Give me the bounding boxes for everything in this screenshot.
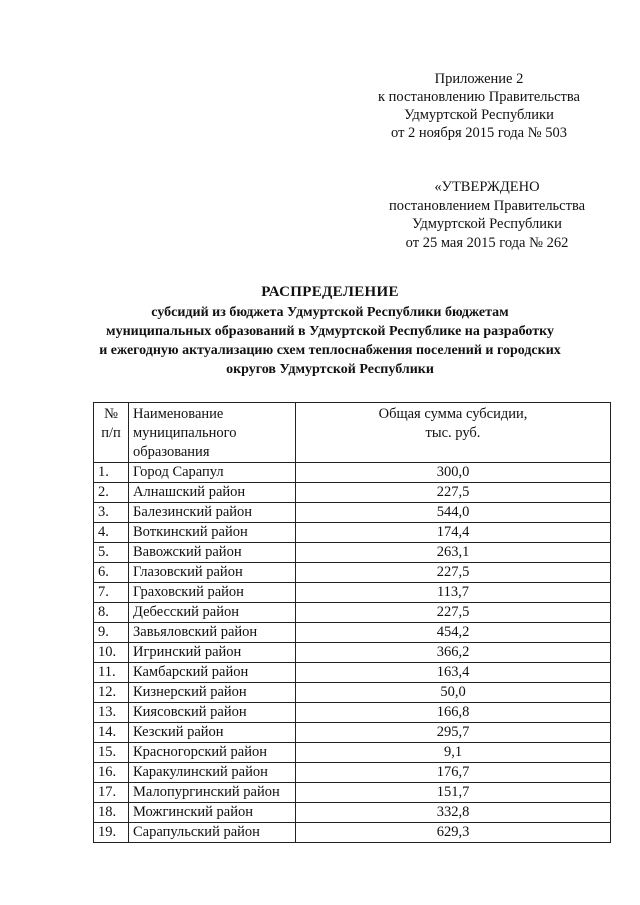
table-row — [94, 523, 611, 543]
approval-stamp-text — [382, 178, 592, 252]
subsidy-amount: 9,1 — [296, 743, 611, 763]
subsidy-amount: 151,7 — [296, 783, 611, 803]
row-number: 12. — [94, 683, 129, 703]
municipality-name: Город Сарапул — [129, 463, 296, 483]
table-row — [94, 663, 611, 683]
row-number: 11. — [94, 663, 129, 683]
subsidy-amount: 300,0 — [296, 463, 611, 483]
row-number: 10. — [94, 643, 129, 663]
approved-line: от 25 мая 2015 года № 262 — [405, 234, 569, 251]
row-number: 5. — [94, 543, 129, 563]
table-row — [94, 503, 611, 523]
table-row — [94, 743, 611, 763]
header-number — [94, 403, 129, 463]
table-row — [94, 543, 611, 563]
header-municipality-line: Наименование — [133, 406, 224, 422]
table-row — [94, 723, 611, 743]
subsidy-amount: 163,4 — [296, 663, 611, 683]
header-municipality — [129, 403, 296, 463]
approved-line: постановлением Правительства — [388, 197, 586, 214]
table-row — [94, 463, 611, 483]
appendix-line: Приложение 2 — [434, 71, 524, 87]
table-row — [94, 803, 611, 823]
municipality-name: Киясовский район — [129, 703, 296, 723]
municipality-name: Завьяловский район — [129, 623, 296, 643]
subsidy-amount: 113,7 — [296, 583, 611, 603]
municipality-name: Малопургинский район — [129, 783, 296, 803]
subsidy-amount: 176,7 — [296, 763, 611, 783]
header-municipality-line: муниципального — [133, 425, 237, 441]
row-number: 18. — [94, 803, 129, 823]
table-row — [94, 683, 611, 703]
subsidy-amount: 174,4 — [296, 523, 611, 543]
table-row — [94, 783, 611, 803]
row-number: 8. — [94, 603, 129, 623]
subsidy-amount: 454,2 — [296, 623, 611, 643]
row-number: 7. — [94, 583, 129, 603]
appendix-line: к постановлению Правительства — [378, 89, 580, 105]
municipality-name: Кизнерский район — [129, 683, 296, 703]
municipality-name: Глазовский район — [129, 563, 296, 583]
header-sum-line: Общая сумма субсидии, — [378, 406, 528, 422]
approved-line: «УТВЕРЖДЕНО — [434, 179, 540, 195]
header-municipality-line: образования — [133, 444, 210, 460]
municipality-name: Кезский район — [129, 723, 296, 743]
subsidy-distribution-table — [93, 402, 611, 843]
municipality-name: Балезинский район — [129, 503, 296, 523]
subsidy-amount: 629,3 — [296, 823, 611, 843]
title-line: муниципальных образований в Удмуртской Республике на разработку — [106, 324, 554, 339]
table-header-row — [94, 403, 611, 463]
title-line: субсидий из бюджета Удмуртской Республики бюджетам — [151, 305, 509, 320]
row-number: 6. — [94, 563, 129, 583]
municipality-name: Граховский район — [129, 583, 296, 603]
subsidy-amount: 544,0 — [296, 503, 611, 523]
table-row — [94, 583, 611, 603]
header-sum-line: тыс. руб. — [425, 425, 481, 441]
municipality-name: Алнашский район — [129, 483, 296, 503]
table-row — [94, 483, 611, 503]
row-number: 19. — [94, 823, 129, 843]
table-row — [94, 603, 611, 623]
subsidy-amount: 227,5 — [296, 563, 611, 583]
subsidy-amount: 227,5 — [296, 603, 611, 623]
table-row — [94, 823, 611, 843]
appendix-line: от 2 ноября 2015 года № 503 — [391, 125, 567, 141]
subsidy-amount: 295,7 — [296, 723, 611, 743]
header-total-sum — [296, 403, 611, 463]
header-number-line: п/п — [101, 425, 121, 441]
municipality-name: Игринский район — [129, 643, 296, 663]
table-row — [94, 703, 611, 723]
table-body — [94, 463, 611, 843]
title-heading: РАСПРЕДЕЛЕНИЕ — [261, 284, 399, 300]
municipality-name: Сарапульский район — [129, 823, 296, 843]
subsidy-amount: 332,8 — [296, 803, 611, 823]
municipality-name: Воткинский район — [129, 523, 296, 543]
row-number: 15. — [94, 743, 129, 763]
appendix-block — [364, 70, 594, 142]
row-number: 14. — [94, 723, 129, 743]
municipality-name: Каракулинский район — [129, 763, 296, 783]
subsidy-amount: 50,0 — [296, 683, 611, 703]
municipality-name: Можгинский район — [129, 803, 296, 823]
title-line: округов Удмуртской Республики — [226, 362, 434, 377]
appendix-line: Удмуртской Республики — [404, 107, 554, 123]
subsidy-amount: 263,1 — [296, 543, 611, 563]
table-row — [94, 563, 611, 583]
subsidy-amount: 227,5 — [296, 483, 611, 503]
row-number: 1. — [94, 463, 129, 483]
row-number: 4. — [94, 523, 129, 543]
table-row — [94, 623, 611, 643]
approved-line: Удмуртской Республики — [412, 216, 562, 232]
header-number-line: № — [104, 406, 118, 422]
municipality-name: Дебесский район — [129, 603, 296, 623]
row-number: 13. — [94, 703, 129, 723]
table-row — [94, 763, 611, 783]
municipality-name: Вавожский район — [129, 543, 296, 563]
document-title — [80, 283, 580, 379]
municipality-name: Красногорский район — [129, 743, 296, 763]
subsidy-amount: 166,8 — [296, 703, 611, 723]
municipality-name: Камбарский район — [129, 663, 296, 683]
row-number: 3. — [94, 503, 129, 523]
title-line: и ежегодную актуализацию схем теплоснабжения поселений и городских — [99, 343, 561, 358]
row-number: 17. — [94, 783, 129, 803]
row-number: 16. — [94, 763, 129, 783]
row-number: 9. — [94, 623, 129, 643]
row-number: 2. — [94, 483, 129, 503]
subsidy-amount: 366,2 — [296, 643, 611, 663]
table-row — [94, 643, 611, 663]
